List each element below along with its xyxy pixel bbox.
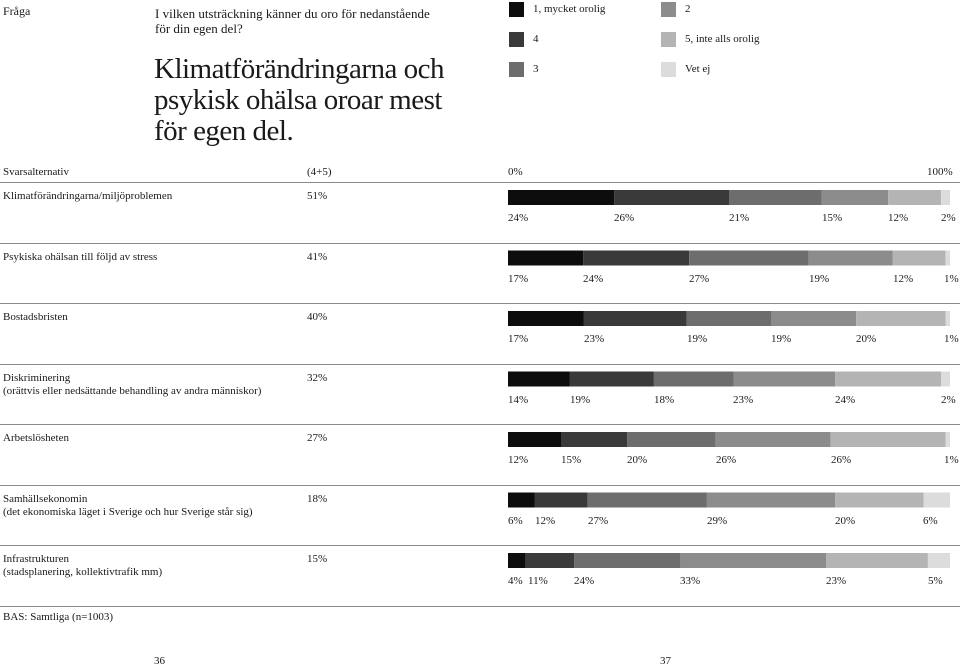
value-label: 19% [570,394,591,406]
value-label: 6% [923,515,938,527]
bar-segment [614,190,729,205]
value-label: 2% [941,394,956,406]
value-label: 26% [716,454,737,466]
bar-segment [707,493,835,508]
legend-label: Vet ej [685,63,711,75]
category-label: Diskriminering [3,372,71,384]
bar-segment [928,553,950,568]
value-label: 12% [893,273,914,285]
bar-segment [822,190,888,205]
value-label: 26% [831,454,852,466]
total-worried-value: 18% [307,493,328,505]
bar-segment [680,553,826,568]
bar-segment [584,311,687,326]
bar-segment [924,493,951,508]
category-sublabel: (det ekonomiska läget i Sverige och hur Sverige står sig) [3,506,253,518]
value-label: 15% [822,212,843,224]
bar-segment [627,432,715,447]
column-header-total: (4+5) [307,166,332,178]
value-label: 20% [856,333,877,345]
row-separator [0,545,960,546]
column-header-alternatives: Svarsalternativ [3,166,69,178]
value-label: 17% [508,333,529,345]
value-label: 12% [535,515,556,527]
value-label: 33% [680,575,701,587]
value-label: 5% [928,575,943,587]
category-label: Arbetslösheten [3,432,69,444]
bar-segment [941,372,950,387]
value-label: 12% [508,454,529,466]
value-label: 20% [627,454,648,466]
value-label: 24% [574,575,595,587]
bar-segment [508,553,526,568]
page-number-right: 37 [660,655,671,667]
question-text: I vilken utsträckning känner du oro för nedanstående för din egen del? [155,6,430,36]
value-label: 11% [528,575,548,587]
row-separator [0,303,960,304]
bar-segment [831,432,946,447]
axis-min-label: 0% [508,166,523,178]
category-label: Infrastrukturen [3,553,69,565]
value-label: 15% [561,454,582,466]
value-label: 23% [584,333,605,345]
value-label: 24% [508,212,529,224]
base-note: BAS: Samtliga (n=1003) [3,611,114,623]
axis-max-label: 100% [927,166,953,178]
value-label: 20% [835,515,856,527]
bar-segment [583,251,689,266]
bar-segment [535,493,588,508]
value-label: 27% [689,273,710,285]
bar-segment [508,190,614,205]
bar-segment [561,432,627,447]
value-label: 17% [508,273,529,285]
bar-segment [689,251,808,266]
bar-segment [508,311,584,326]
bar-segment [835,372,941,387]
total-worried-value: 40% [307,311,328,323]
value-label: 24% [835,394,856,406]
bar-segment [588,493,707,508]
bar-segment [946,432,950,447]
legend-label: 4 [533,33,539,45]
value-label: 1% [944,333,959,345]
bar-segment [888,190,941,205]
value-label: 26% [614,212,635,224]
value-label: 2% [941,212,956,224]
legend-label: 5, inte alls orolig [685,33,760,45]
bar-segment [893,251,946,266]
bar-segment [508,493,535,508]
total-worried-value: 27% [307,432,328,444]
value-label: 1% [944,273,959,285]
total-worried-value: 15% [307,553,328,565]
value-label: 21% [729,212,750,224]
legend-label: 2 [685,3,691,15]
value-label: 29% [707,515,728,527]
value-label: 18% [654,394,675,406]
bar-segment [826,553,928,568]
value-label: 24% [583,273,604,285]
bar-segment [729,190,822,205]
value-label: 1% [944,454,959,466]
value-label: 19% [771,333,792,345]
bar-segment [687,311,772,326]
legend-label: 1, mycket orolig [533,3,606,15]
total-worried-value: 51% [307,190,328,202]
value-label: 19% [809,273,830,285]
bar-segment [508,372,570,387]
value-label: 19% [687,333,708,345]
value-label: 12% [888,212,909,224]
bar-segment [526,553,575,568]
row-separator [0,606,960,607]
row-separator [0,364,960,365]
bar-segment [835,493,923,508]
category-label: Psykiska ohälsan till följd av stress [3,251,158,263]
bar-segment [771,311,856,326]
category-label: Bostadsbristen [3,311,68,323]
bar-segment [946,251,950,266]
bar-segment [570,372,654,387]
category-sublabel: (orättvis eller nedsättande behandling av andra människor) [3,385,262,397]
bar-segment [574,553,680,568]
bar-segment [654,372,734,387]
bar-segment [733,372,835,387]
bar-segment [716,432,831,447]
bar-segment [941,190,950,205]
headline: Klimatförändringarna och psykisk ohälsa oroar mest för egen del. [154,53,444,147]
row-separator [0,243,960,244]
value-label: 14% [508,394,529,406]
value-label: 23% [733,394,754,406]
category-label: Samhällsekonomin [3,493,88,505]
value-label: 6% [508,515,523,527]
bar-segment [508,251,583,266]
category-sublabel: (stadsplanering, kollektivtrafik mm) [3,566,163,578]
row-separator [0,424,960,425]
value-label: 4% [508,575,523,587]
total-worried-value: 41% [307,251,328,263]
row-separator [0,485,960,486]
bar-segment [809,251,893,266]
bar-segment [946,311,951,326]
total-worried-value: 32% [307,372,328,384]
category-label: Klimatförändringarna/miljöproblemen [3,190,173,202]
legend-label: 3 [533,63,539,75]
bar-segment [508,432,561,447]
question-label: Fråga [3,4,31,18]
bar-segment [856,311,945,326]
value-label: 23% [826,575,847,587]
value-label: 27% [588,515,609,527]
page-number-left: 36 [154,655,165,667]
